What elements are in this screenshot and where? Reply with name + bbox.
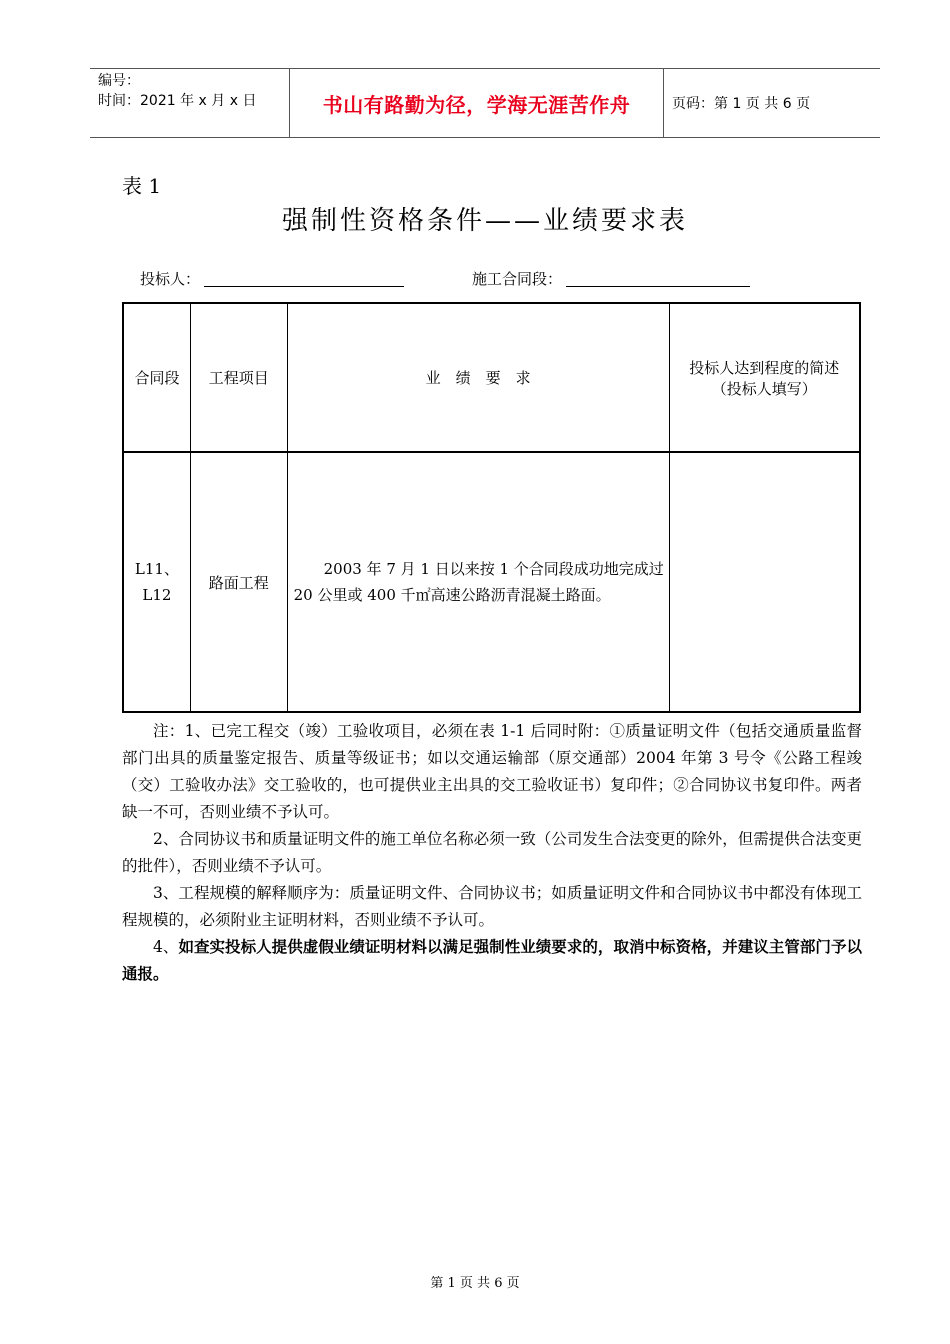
bidder-blank-line[interactable]	[204, 268, 404, 287]
table-row	[123, 452, 860, 712]
note-4-bold-text: 如查实投标人提供虚假业绩证明材料以满足强制性业绩要求的，取消中标资格，并建议主管部门予以通报。	[122, 938, 862, 983]
header-response	[669, 303, 860, 452]
page-header	[90, 68, 880, 138]
header-project: 工程项目	[190, 303, 287, 452]
section-label: 施工合同段：	[472, 270, 563, 288]
cell-section	[123, 452, 190, 712]
document-time: 时间：2021 年 x 月 x 日	[98, 93, 257, 109]
section-blank-line[interactable]	[566, 268, 750, 287]
header-slogan: 书山有路勤为径，学海无涯苦作舟	[290, 69, 664, 137]
header-meta	[90, 69, 290, 137]
note-1: 注：1、已完工程交（竣）工验收项目，必须在表 1-1 后同时附：①质量证明文件（包括交通质量监督部门出具的质量鉴定报告、质量等级证书；如以交通运输部（原交通部）2004 年第 3 号令《公路工程竣（交）工验收办法》交工验收的，也可提供业主出具的交工验收证书）复印件；②合同协议书复印件。两者缺一不可，否则业绩不予认可。	[122, 722, 862, 821]
page-footer: 第 1 页 共 6 页	[430, 1276, 520, 1291]
cell-response[interactable]	[669, 452, 860, 712]
header-page-number: 页码：第 1 页 共 6 页	[672, 96, 811, 112]
fill-in-row	[140, 268, 750, 289]
cell-requirement	[287, 452, 669, 712]
document-number: 编号：	[98, 73, 140, 89]
cell-project: 路面工程	[190, 452, 287, 712]
header-response-line2: （投标人填写）	[711, 379, 817, 398]
table-header-row	[123, 303, 860, 452]
page-title: 强制性资格条件——业绩要求表	[281, 206, 688, 236]
requirement-text: 2003 年 7 月 1 日以来按 1 个合同段成功地完成过 20 公里或 400 千㎡高速公路沥青混凝土路面。	[293, 560, 664, 604]
cell-section-line1: L11、	[134, 560, 179, 578]
cell-section-line2: L12	[142, 586, 172, 604]
header-requirement: 业 绩 要 求	[287, 303, 669, 452]
requirements-table	[122, 302, 861, 713]
notes	[122, 718, 862, 988]
note-4	[122, 934, 862, 988]
header-section: 合同段	[123, 303, 190, 452]
note-2: 2、合同协议书和质量证明文件的施工单位名称必须一致（公司发生合法变更的除外，但需提供合法变更的批件），否则业绩不予认可。	[122, 830, 862, 875]
table-number: 表 1	[122, 174, 162, 198]
bidder-label: 投标人：	[140, 270, 201, 288]
note-4-number: 4、	[153, 938, 179, 956]
header-response-line1: 投标人达到程度的简述	[689, 358, 840, 377]
note-3: 3、工程规模的解释顺序为：质量证明文件、合同协议书；如质量证明文件和合同协议书中都没有体现工程规模的，必须附业主证明材料，否则业绩不予认可。	[122, 884, 862, 929]
